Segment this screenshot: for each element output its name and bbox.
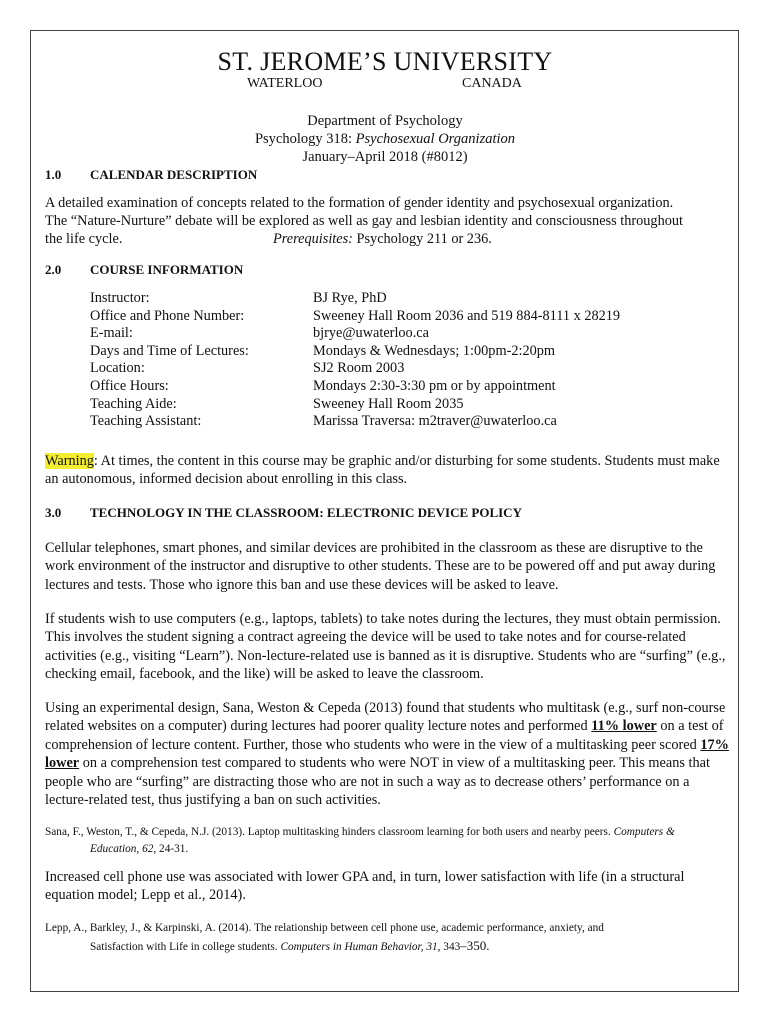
s3-paragraph-3 — [45, 699, 735, 809]
prerequisites — [273, 231, 492, 248]
s1-line2: The “Nature-Nurture” debate will be explored as well as gay and lesbian identity and consciousness throughout — [45, 213, 683, 229]
warning-paragraph — [45, 452, 735, 489]
info-value: bjrye@uwaterloo.ca — [313, 325, 429, 342]
prereq-value: Psychology 211 or 236. — [352, 231, 492, 247]
info-value: Sweeney Hall Room 2035 — [313, 395, 464, 412]
info-label: Location: — [90, 360, 145, 377]
ref2-title: Satisfaction with Life in college students. — [90, 941, 281, 953]
ref2-pages-end: –350. — [460, 938, 490, 953]
para3-text-e: on a comprehension test compared to students who were NOT in view of a multitasking peer. This means that people who are “surfing” are distracting those who are not in such a way as to decrease others’ performance on a lecture-related test, thus justifying a ban on such activities. — [45, 755, 710, 809]
section-3-title: TECHNOLOGY IN THE CLASSROOM: ELECTRONIC DEVICE POLICY — [90, 505, 522, 520]
s1-line3: the life cycle. — [45, 231, 123, 247]
ref2-text: Lepp, A., Barkley, J., & Karpinski, A. (2014). The relationship between cell phone use, academic performance, anxiety, and — [45, 922, 604, 934]
reference-lepp — [45, 920, 735, 956]
info-label: Office Hours: — [90, 377, 169, 394]
warning-text: : At times, the content in this course may be graphic and/or disturbing for some students. Students must make an autonomous, informed decision about enrolling in this class. — [45, 453, 720, 488]
info-value: SJ2 Room 2003 — [313, 360, 405, 377]
course-info-labels — [90, 290, 249, 431]
section-2-number: 2.0 — [45, 262, 62, 277]
course-title: Psychosexual Organization — [355, 131, 516, 147]
info-value: BJ Rye, PhD — [313, 290, 387, 306]
stat-11-lower: 11% lower — [591, 718, 657, 735]
info-label: E-mail: — [90, 325, 133, 342]
section-1-number: 1.0 — [45, 167, 62, 182]
term: January–April 2018 (#8012) — [302, 149, 468, 165]
ref1-volume: Education, 62 — [90, 843, 154, 855]
course-prefix: Psychology 318: — [254, 131, 356, 147]
stat-17-lower: 17% lower — [45, 736, 729, 772]
warning-label: Warning — [45, 453, 94, 469]
info-value: Marissa Traversa: m2traver@uwaterloo.ca — [313, 413, 557, 430]
ref1-pages: , 24-31. — [153, 843, 189, 855]
info-value: Mondays 2:30-3:30 pm or by appointment — [313, 377, 556, 394]
prereq-label: Prerequisites: — [273, 231, 353, 247]
section-3-number: 3.0 — [45, 505, 62, 520]
s3-paragraph-1: Cellular telephones, smart phones, and similar devices are prohibited in the classroom as these are disruptive to the work environment of the instructor and disruptive to other students. These are to be powered off and put away during lectures and tests. Those who ignore this ban and use these devices will be asked to leave. — [45, 540, 716, 593]
city: WATERLOO — [247, 76, 323, 91]
section-2-title: COURSE INFORMATION — [90, 262, 244, 277]
ref2-pages: , 343 — [437, 941, 461, 953]
s1-line1: A detailed examination of concepts related to the formation of gender identity and psychosexual organization. — [45, 195, 674, 211]
ref1-journal: Computers & — [613, 826, 675, 838]
reference-sana — [45, 824, 735, 858]
course-info-values — [313, 290, 620, 431]
info-label: Teaching Aide: — [90, 395, 177, 412]
info-label: Instructor: — [90, 290, 150, 306]
para3-text-a: Using an experimental design, Sana, Weston & Cepeda (2013) found that students who multitask (e.g., surf non-course related websites on a computer) during lectures had poorer quality lecture notes and performed — [45, 700, 726, 735]
country: CANADA — [462, 76, 522, 91]
s3-paragraph-4: Increased cell phone use was associated with lower GPA and, in turn, lower satisfaction with life (in a structural equation model; Lepp et al., 2014). — [45, 869, 685, 904]
ref1-text: Sana, F., Weston, T., & Cepeda, N.J. (2013). Laptop multitasking hinders classroom learning for both users and nearby peers. — [45, 826, 614, 838]
para3-text-c: on a test of comprehension of lecture content. Further, those who students who were in the view of a multitasking peer scored — [45, 718, 724, 753]
info-value: Mondays & Wednesdays; 1:00pm-2:20pm — [313, 342, 556, 359]
department: Department of Psychology — [307, 113, 463, 129]
section-1-title: CALENDAR DESCRIPTION — [90, 167, 258, 182]
s3-paragraph-2: If students wish to use computers (e.g., laptops, tablets) to take notes during the lectures, they must obtain permission. This involves the student signing a contract agreeing the device will be used to take notes and for course-related activities (e.g., visiting “Learn”). Non-lecture-related use is banned as it is disruptive. Students who are “surfing” (e.g., checking email, facebook, and the like) will be asked to leave the classroom. — [45, 611, 726, 683]
info-value: Sweeney Hall Room 2036 and 519 884-8111 x 28219 — [313, 307, 621, 324]
info-label: Teaching Assistant: — [90, 413, 202, 430]
info-label: Days and Time of Lectures: — [90, 342, 249, 359]
info-label: Office and Phone Number: — [90, 307, 245, 324]
ref2-journal: Computers in Human Behavior, 31 — [280, 941, 438, 953]
university-title: ST. JEROME’S UNIVERSITY — [217, 47, 553, 76]
course-line — [0, 131, 770, 148]
